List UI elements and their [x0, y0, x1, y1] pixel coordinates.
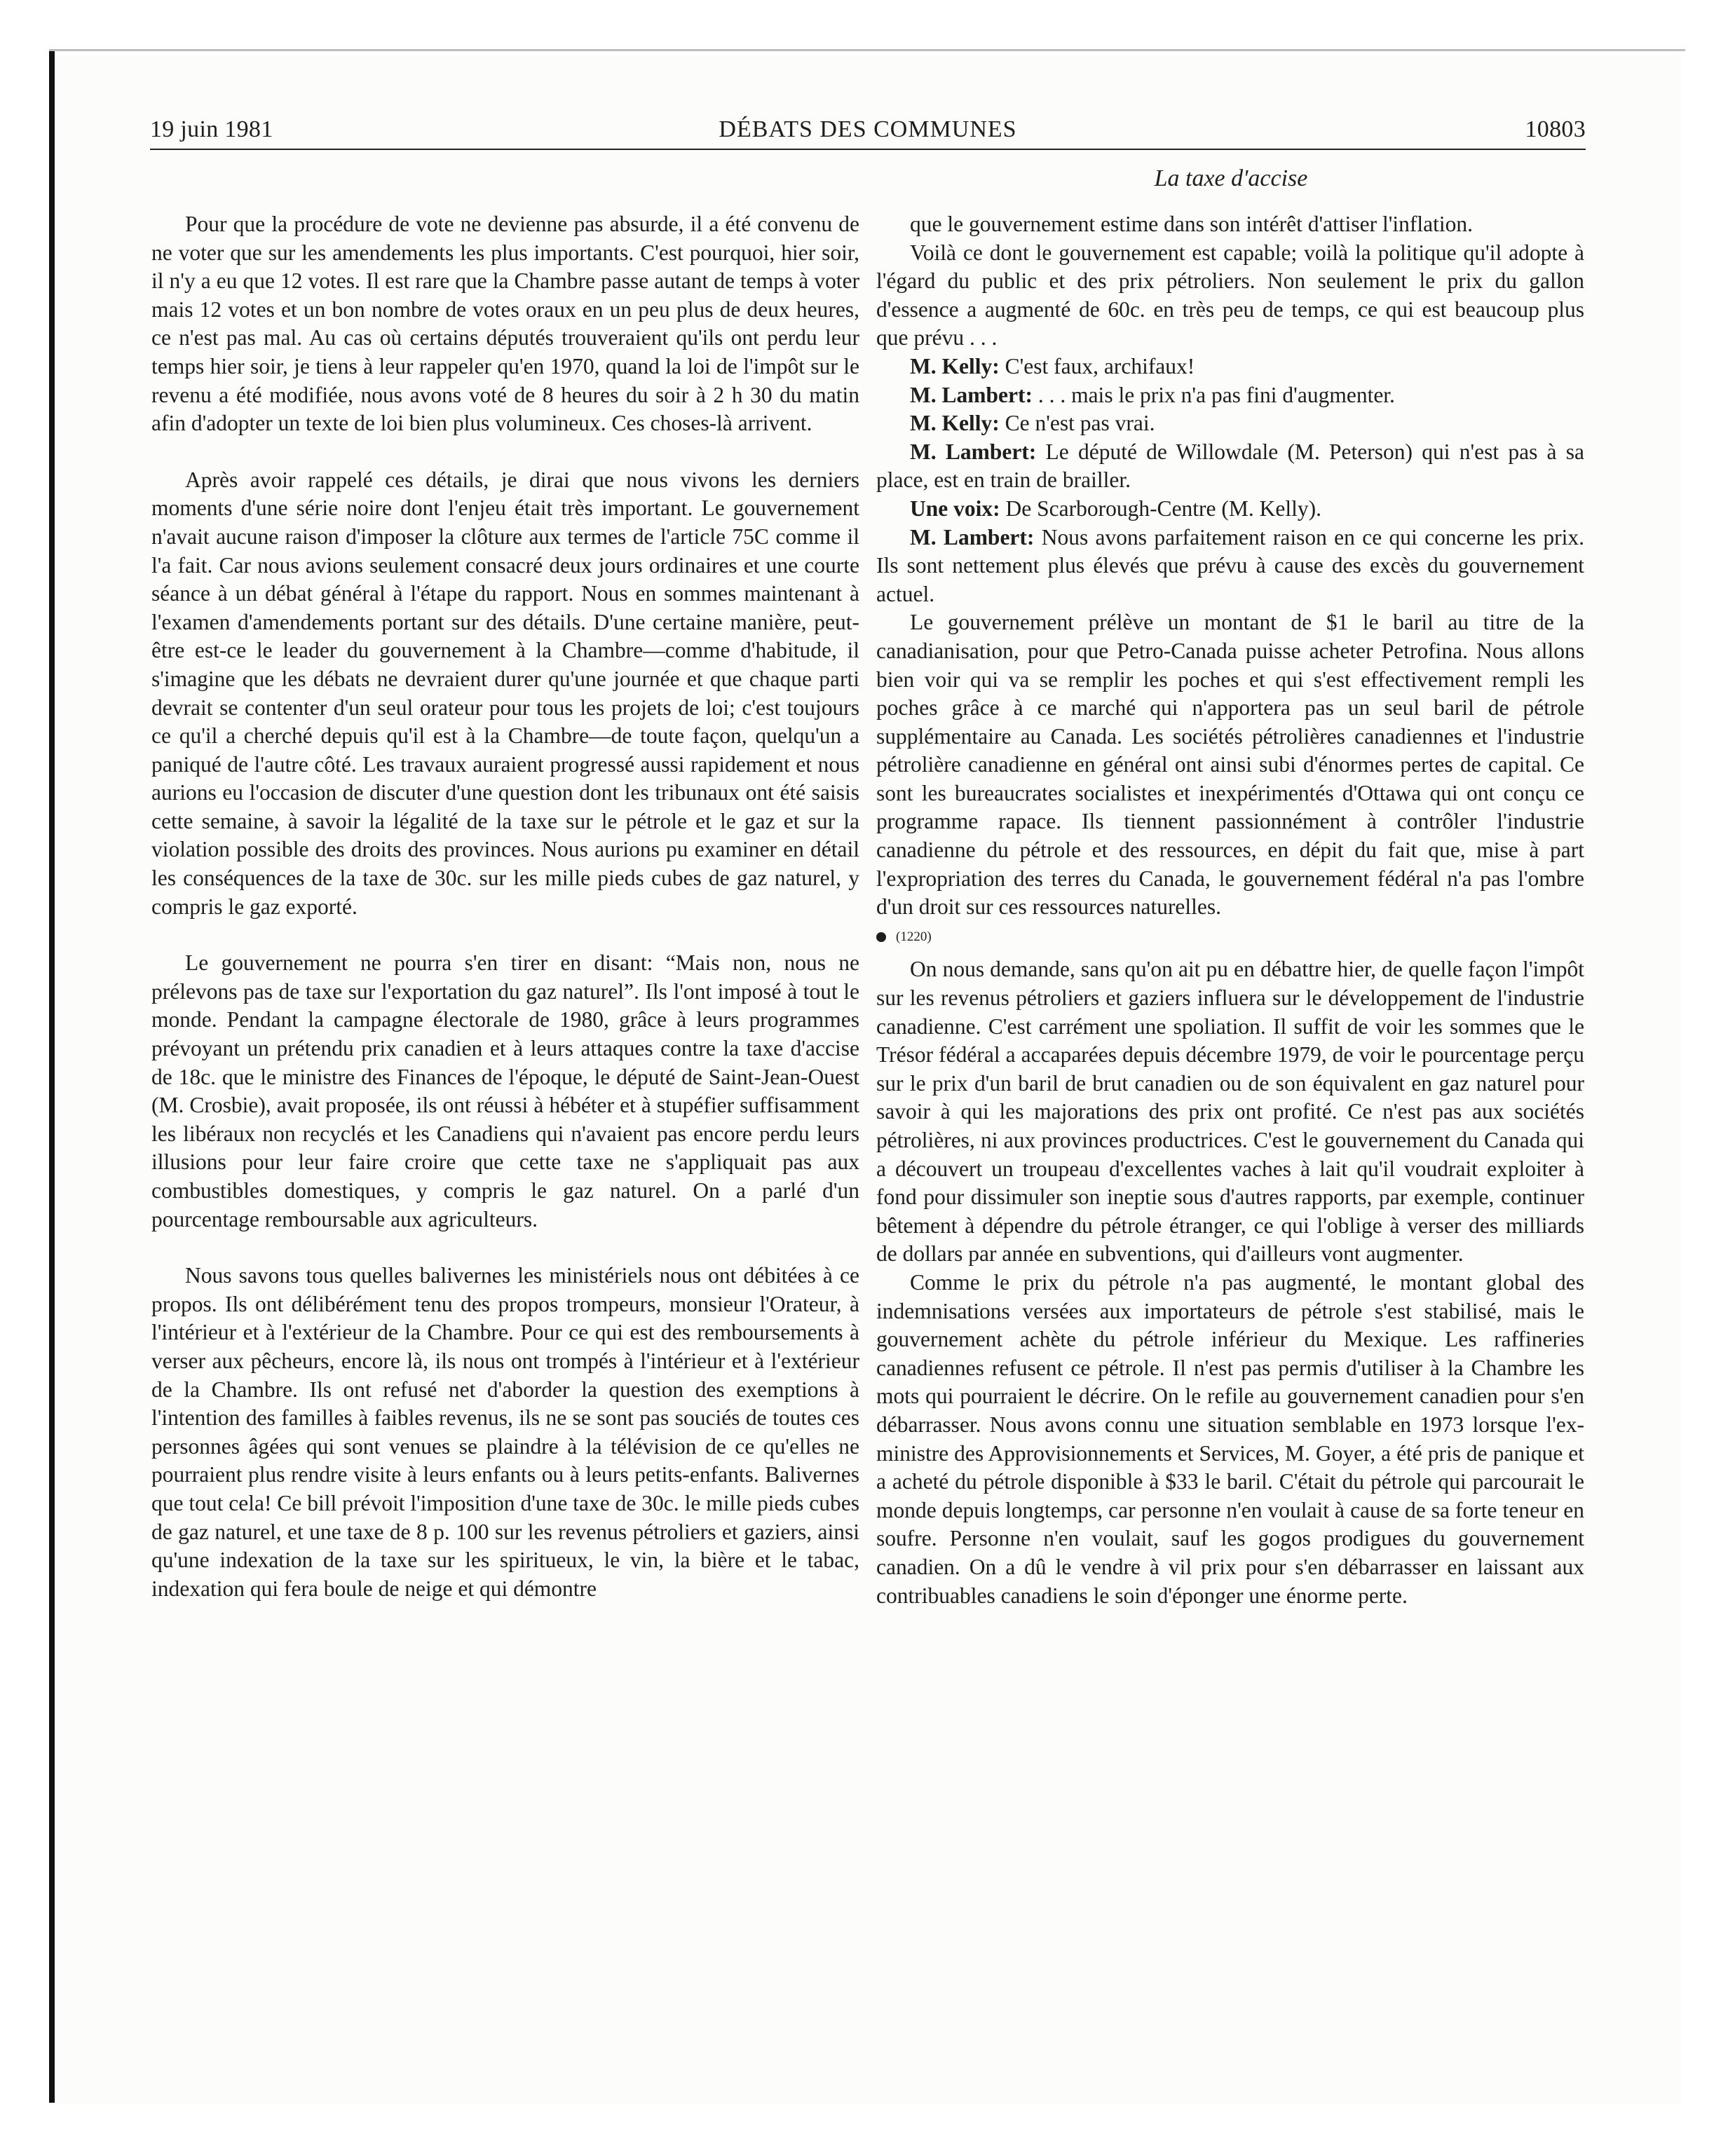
speaker-name: M. Kelly:	[910, 411, 1000, 436]
scan-edge	[49, 49, 55, 2103]
paragraph: Le gouvernement ne pourra s'en tirer en disant: “Mais non, nous ne prélevons pas de taxe sur l'exportation du gaz naturel”. Ils l'ont imposé à tout le monde. Pendant la campagne électorale de 1980, grâce à leurs programmes prévoyant un prétendu prix canadien et à leurs attaques contre la taxe d'accise de 18c. que le ministre des Finances de l'époque, le député de Saint-Jean-Ouest (M. Crosbie), avait proposée, ils ont réussi à hébéter et à stupéfier suffisamment les libéraux non recyclés et les Canadiens qui n'avaient pas encore perdu leurs illusions pour leur faire croire que cette taxe ne s'appliquait pas aux combustibles domestiques, y compris le gaz naturel. On a parlé d'un pourcentage remboursable aux agriculteurs.	[151, 950, 859, 1231]
speaker-name: Une voix:	[910, 496, 1000, 521]
speaker-name: M. Kelly:	[910, 353, 1000, 378]
speech-text: C'est faux, archifaux!	[999, 353, 1195, 378]
paragraph: On nous demande, sans qu'on ait pu en débattre hier, de quelle façon l'impôt sur les revenus pétroliers et gaziers influera sur le développement de l'industrie canadienne. C'est carrément une spoliation. Il suffit de voir les sommes que le Trésor fédéral a accaparées depuis décembre 1979, de voir le pourcentage perçu sur le prix d'un baril de brut canadien ou de son équivalent en gaz naturel pour savoir à qui les majorations des prix ont profité. Ce n'est pas aux sociétés pétrolières, ni aux provinces productrices. C'est le gouvernement du Canada qui a découvert un troupeau d'excellentes vaches à lait qu'il voudrait exploiter à fond pour dissimuler son ineptie sous d'autres rapports, par exemple, continuer bêtement à dépendre du pétrole étranger, ce qui l'oblige à verser des milliards de dollars par année en subventions, qui d'ailleurs vont augmenter.	[876, 957, 1584, 1267]
page-date: 19 juin 1981	[150, 116, 273, 142]
speaker-name: M. Lambert:	[910, 439, 1037, 464]
paragraph: Nous savons tous quelles balivernes les ministériels nous ont débitées à ce propos. Ils ont délibérément tenu des propos trompeurs, monsieur l'Orateur, à l'intérieur et à l'extérieur de la Chambre. Pour ce qui est des remboursements à verser aux pêcheurs, encore là, ils nous ont trompés à l'intérieur et à l'extérieur de la Chambre. Ils ont refusé net d'aborder la question des exemptions à l'intention des familles à faibles revenus, ils ne se sont pas souciés de toutes ces personnes âgées qui sont venues se plaindre à la télévision de ce qu'elles ne pourraient plus rendre visite à leurs enfants ou à leurs petits-enfants. Balivernes que tout cela! Ce bill prévoit l'imposition d'une taxe de 30c. le mille pieds cubes de gaz naturel, et une taxe de 8 p. 100 sur les revenus pétroliers et gaziers, ainsi qu'une indexation de la taxe sur les spiritueux, le vin, la bière et le tabac, indexation qui fera boule de neige et qui démontre	[151, 1263, 859, 1601]
paragraph: Comme le prix du pétrole n'a pas augmenté, le montant global des indemnisations versées aux importateurs de pétrole s'est stabilisé, mais le gouvernement achète du pétrole inférieur du Mexique. Les raffineries canadiennes refusent ce pétrole. Il n'est pas permis d'utiliser à la Chambre les mots qui pourraient le décrire. On le refile au gouvernement canadien pour s'en débarrasser. Nous avons connu une situation semblable en 1973 lorsque l'ex-ministre des Approvisionnements et Services, M. Goyer, a été pris de panique et a acheté du pétrole disponible à $33 le baril. C'était du pétrole qui parcourait le monde depuis longtemps, car personne n'en voulait à cause de sa forte teneur en soufre. Personne n'en voulait, sauf les gogos prodigues du gouvernement canadien. On a dû le vendre à vil prix pour s'en débarrasser en laissant aux contribuables canadiens le soin d'éponger une énorme perte.	[876, 1269, 1584, 1608]
publication-title: DÉBATS DES COMMUNES	[719, 116, 1017, 142]
time-marker-text: (1220)	[896, 929, 932, 944]
paragraph: Pour que la procédure de vote ne devienne pas absurde, il a été convenu de ne voter que sur les amendements les plus importants. C'est pourquoi, hier soir, il n'y a eu que 12 votes. Il est rare que la Chambre passe autant de temps à voter mais 12 votes et un bon nombre de votes oraux en un peu plus de deux heures, ce n'est pas mal. Au cas où certains députés trouveraient qu'ils ont perdu leur temps hier soir, je tiens à leur rappeler qu'en 1970, quand la loi de l'impôt sur le revenu a été modifiée, nous avons voté de 8 heures du soir à 2 h 30 du matin afin d'adopter un texte de loi bien plus volumineux. Ces choses-là arrivent.	[151, 212, 859, 436]
left-column	[151, 210, 859, 1603]
speech-text: . . . mais le prix n'a pas fini d'augmenter.	[1032, 382, 1395, 407]
exchange	[876, 524, 1584, 609]
running-header	[150, 116, 1586, 149]
speech-text: Nous avons parfaitement raison en ce qui concerne les prix. Ils sont nettement plus élevés que prévu à cause des excès du gouvernement actuel.	[876, 524, 1585, 606]
paragraph: Le gouvernement prélève un montant de $1 le baril au titre de la canadianisation, pour que Petro-Canada puisse acheter Petrofina. Nous allons bien voir qui va se remplir les poches et qui s'est effectivement rempli les poches grâce à ce marché qui n'apportera pas un seul baril de pétrole supplémentaire au Canada. Les sociétés pétrolières canadiennes et l'industrie pétrolière canadienne en général ont ainsi subi d'énormes pertes de capital. Ce sont les bureaucrates socialistes et inexpérimentés d'Ottawa qui ont conçu ce programme rapace. Ils tiennent passionnément à contrôler l'industrie canadienne du pétrole et des ressources, en dépit du fait que, mise à part l'expropriation des terres du Canada, le gouvernement fédéral n'a pas l'ombre d'un droit sur ces ressources naturelles.	[876, 610, 1584, 920]
exchange	[876, 495, 1584, 524]
page-number: 10803	[1525, 116, 1586, 142]
header-rule	[150, 149, 1586, 150]
speech-text: Ce n'est pas vrai.	[999, 411, 1155, 436]
exchange	[876, 353, 1584, 381]
speaker-name: M. Lambert:	[910, 524, 1035, 550]
bullet-icon	[876, 932, 886, 942]
paragraph: que le gouvernement estime dans son intérêt d'attiser l'inflation.	[910, 212, 1474, 236]
right-column	[876, 210, 1584, 1610]
time-marker	[876, 923, 1584, 952]
scan-edge-top	[49, 49, 1685, 51]
exchange	[876, 381, 1584, 410]
speaker-name: M. Lambert:	[910, 382, 1033, 407]
exchange	[876, 409, 1584, 438]
paragraph: Voilà ce dont le gouvernement est capable; voilà la politique qu'il adopte à l'égard du public et des prix pétroliers. Non seulement le prix du gallon d'essence a augmenté de 60c. en très peu de temps, ce qui est beaucoup plus que prévu . . .	[876, 240, 1584, 350]
section-rubric: La taxe d'accise	[1154, 165, 1308, 191]
paragraph: Après avoir rappelé ces détails, je dirai que nous vivons les derniers moments d'une série noire dont l'enjeu était très important. Le gouvernement n'avait aucune raison d'imposer la clôture aux termes de l'article 75C comme il l'a fait. Car nous avions seulement consacré deux jours ordinaires et une courte séance à un débat général à l'étape du rapport. Nous en sommes maintenant à l'examen d'amendements portant sur des détails. D'une certaine manière, peut-être est-ce le leader du gouvernement à la Chambre—comme d'habitude, il s'imagine que les débats ne devraient durer qu'une journée et que chaque parti devrait se contenter d'un seul orateur pour tous les projets de loi; c'est toujours ce qu'il a cherché depuis qu'il est à la Chambre—de toute façon, quelqu'un a paniqué de l'autre côté. Les travaux auraient progressé aussi rapidement et nous aurions eu l'occasion de discuter d'une question dont les tribunaux ont été saisis cette semaine, à savoir la légalité de la taxe sur le pétrole et le gaz et sur la violation possible des droits des provinces. Nous aurions pu examiner en détail les conséquences de la taxe de 30c. sur les mille pieds cubes de gaz naturel, y compris le gaz exporté.	[151, 467, 859, 919]
speech-text: De Scarborough-Centre (M. Kelly).	[1000, 496, 1321, 521]
exchange	[876, 438, 1584, 495]
speech-text: Le député de Willowdale (M. Peterson) qui n'est pas à sa place, est en train de brailler.	[876, 439, 1584, 493]
